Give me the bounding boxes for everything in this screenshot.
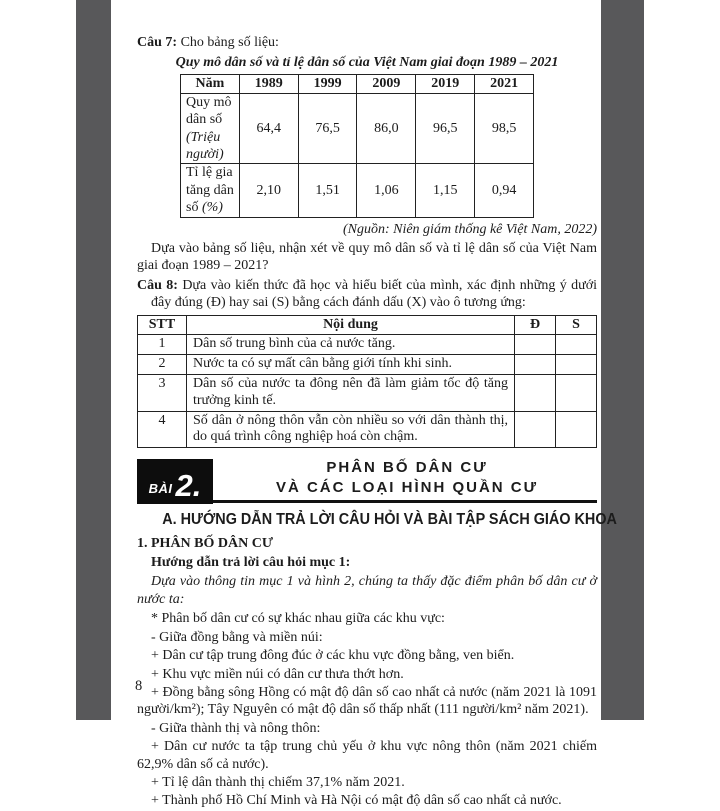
lesson-title: [217, 457, 597, 498]
lesson-title-line1: PHÂN BỐ DÂN CƯ: [326, 459, 488, 477]
stt-cell: 1: [138, 335, 187, 355]
guidance-subheading: Hướng dẫn trả lời câu hỏi mục 1:: [151, 555, 351, 571]
mark-true-cell: [515, 355, 556, 375]
statement-cell: Nước ta có sự mất cân bằng giới tính khi sinh.: [187, 355, 515, 375]
statistics-table-title: Quy mô dân số và tỉ lệ dân số của Việt Nam giai đoạn 1989 – 2021: [175, 55, 559, 71]
value-cell: 96,5: [416, 93, 475, 164]
stt-cell: 4: [138, 411, 187, 448]
value-cell: 76,5: [298, 93, 357, 164]
value-cell: 98,5: [475, 93, 534, 164]
true-false-table: [137, 315, 597, 449]
question-7-prompt: Dựa vào bảng số liệu, nhận xét về quy mô dân số và tỉ lệ dân số của Việt Nam giai đoạn 1989 – 2021?: [137, 241, 597, 274]
lesson-point: + Khu vực miền núi có dân cư thưa thớt hơn.: [151, 666, 404, 682]
mark-false-cell: [556, 375, 597, 412]
lesson-point: + Đồng bằng sông Hồng có mật độ dân số cao nhất cả nước (năm 2021 là 1091 người/km²); Tây Nguyên có mật độ dân số thấp nhất (111 người/km² năm 2021).: [137, 684, 597, 718]
year-header-cell: Năm: [181, 74, 240, 93]
lesson-point: - Giữa thành thị và nông thôn:: [151, 720, 321, 736]
value-cell: 86,0: [357, 93, 416, 164]
section-a-heading: [137, 511, 617, 529]
true-false-header-row: [138, 315, 597, 335]
value-cell: 1,51: [298, 164, 357, 217]
statement-cell: Số dân ở nông thôn vẫn còn nhiều so với dân thành thị, do quá trình công nghiệp hoá còn chậm.: [187, 411, 515, 448]
lesson-point: * Phân bố dân cư có sự khác nhau giữa các khu vực:: [151, 611, 445, 627]
mark-true-cell: [515, 375, 556, 412]
photo-backdrop-left-bar: [76, 0, 111, 720]
section-a-text: A. HƯỚNG DẪN TRẢ LỜI CÂU HỎI VÀ BÀI TẬP SÁCH GIÁO KHOA: [162, 511, 617, 529]
value-cell: 1,06: [357, 164, 416, 217]
table-source-note: (Nguồn: Niên giám thống kê Việt Nam, 2022): [342, 221, 597, 237]
table-row-growth-rate: [181, 164, 534, 217]
mark-false-cell: [556, 355, 597, 375]
row-label-unit: (%): [201, 200, 223, 216]
question-7-line: [137, 34, 597, 51]
content-header-cell: Nội dung: [187, 315, 515, 335]
lesson-badge-number: 2.: [175, 468, 202, 504]
stt-cell: 2: [138, 355, 187, 375]
question-8-label: Câu 8:: [137, 277, 178, 293]
mark-false-cell: [556, 335, 597, 355]
row-label-cell: [181, 93, 240, 164]
population-statistics-table: [180, 74, 534, 218]
table-header-row: [181, 74, 534, 93]
table-row: [138, 375, 597, 412]
year-cell: 2021: [475, 74, 534, 93]
lesson-point: - Giữa đồng bằng và miền núi:: [151, 629, 323, 645]
statement-cell: Dân số trung bình của cả nước tăng.: [187, 335, 515, 355]
question-8-prompt: Dựa vào kiến thức đã học và hiểu biết của mình, xác định những ý dưới đây đúng (Đ) hay sai (S) bằng cách đánh dấu (X) vào ô tương ứng:: [151, 277, 598, 311]
row-label: Quy mô dân số: [186, 94, 232, 128]
mark-true-cell: [515, 335, 556, 355]
year-cell: 1999: [298, 74, 357, 93]
value-cell: 0,94: [475, 164, 534, 217]
year-cell: 2009: [357, 74, 416, 93]
lesson-point: + Dân cư nước ta tập trung chủ yếu ở khu vực nông thôn (năm 2021 chiếm 62,9% dân số cả nước).: [137, 739, 597, 772]
stt-cell: 3: [138, 375, 187, 412]
mark-true-cell: [515, 411, 556, 448]
page-body: [137, 34, 617, 811]
stt-header-cell: STT: [138, 315, 187, 335]
lesson-header: [137, 457, 597, 504]
lesson-number-badge: [137, 459, 213, 504]
year-cell: 2019: [416, 74, 475, 93]
table-row: [138, 355, 597, 375]
table-row: [138, 335, 597, 355]
value-cell: 2,10: [239, 164, 298, 217]
row-label-unit: (Triệu người): [186, 129, 224, 163]
lesson-point: + Thành phố Hồ Chí Minh và Hà Nội có mật độ dân số cao nhất cả nước.: [151, 793, 562, 809]
subsection-1-heading: 1. PHÂN BỐ DÂN CƯ: [137, 535, 273, 551]
mark-false-cell: [556, 411, 597, 448]
false-header-cell: S: [556, 315, 597, 335]
lesson-badge-prefix: BÀI: [148, 481, 173, 497]
lesson-point: + Dân cư tập trung đông đúc ở các khu vực đồng bằng, ven biển.: [151, 648, 515, 664]
page-number: 8: [135, 678, 143, 694]
question-7-intro: Cho bảng số liệu:: [180, 35, 279, 50]
photo-backdrop-right-bar: [601, 0, 644, 720]
question-7-label: Câu 7:: [137, 35, 178, 50]
row-label: Tỉ lệ gia tăng dân số: [186, 165, 234, 216]
value-cell: 1,15: [416, 164, 475, 217]
guidance-intro: Dựa vào thông tin mục 1 và hình 2, chúng ta thấy đặc điểm phân bố dân cư ở nước ta:: [137, 574, 597, 607]
value-cell: 64,4: [239, 93, 298, 164]
lesson-title-line2: VÀ CÁC LOẠI HÌNH QUẦN CƯ: [275, 479, 539, 497]
true-header-cell: Đ: [515, 315, 556, 335]
lesson-point: + Tỉ lệ dân thành thị chiếm 37,1% năm 2021.: [151, 774, 405, 790]
table-row-population: [181, 93, 534, 164]
row-label-cell: [181, 164, 240, 217]
statement-cell: Dân số của nước ta đông nên đã làm giảm tốc độ tăng trưởng kinh tế.: [187, 375, 515, 412]
question-8-line: [137, 277, 597, 312]
year-cell: 1989: [239, 74, 298, 93]
table-row: [138, 411, 597, 448]
